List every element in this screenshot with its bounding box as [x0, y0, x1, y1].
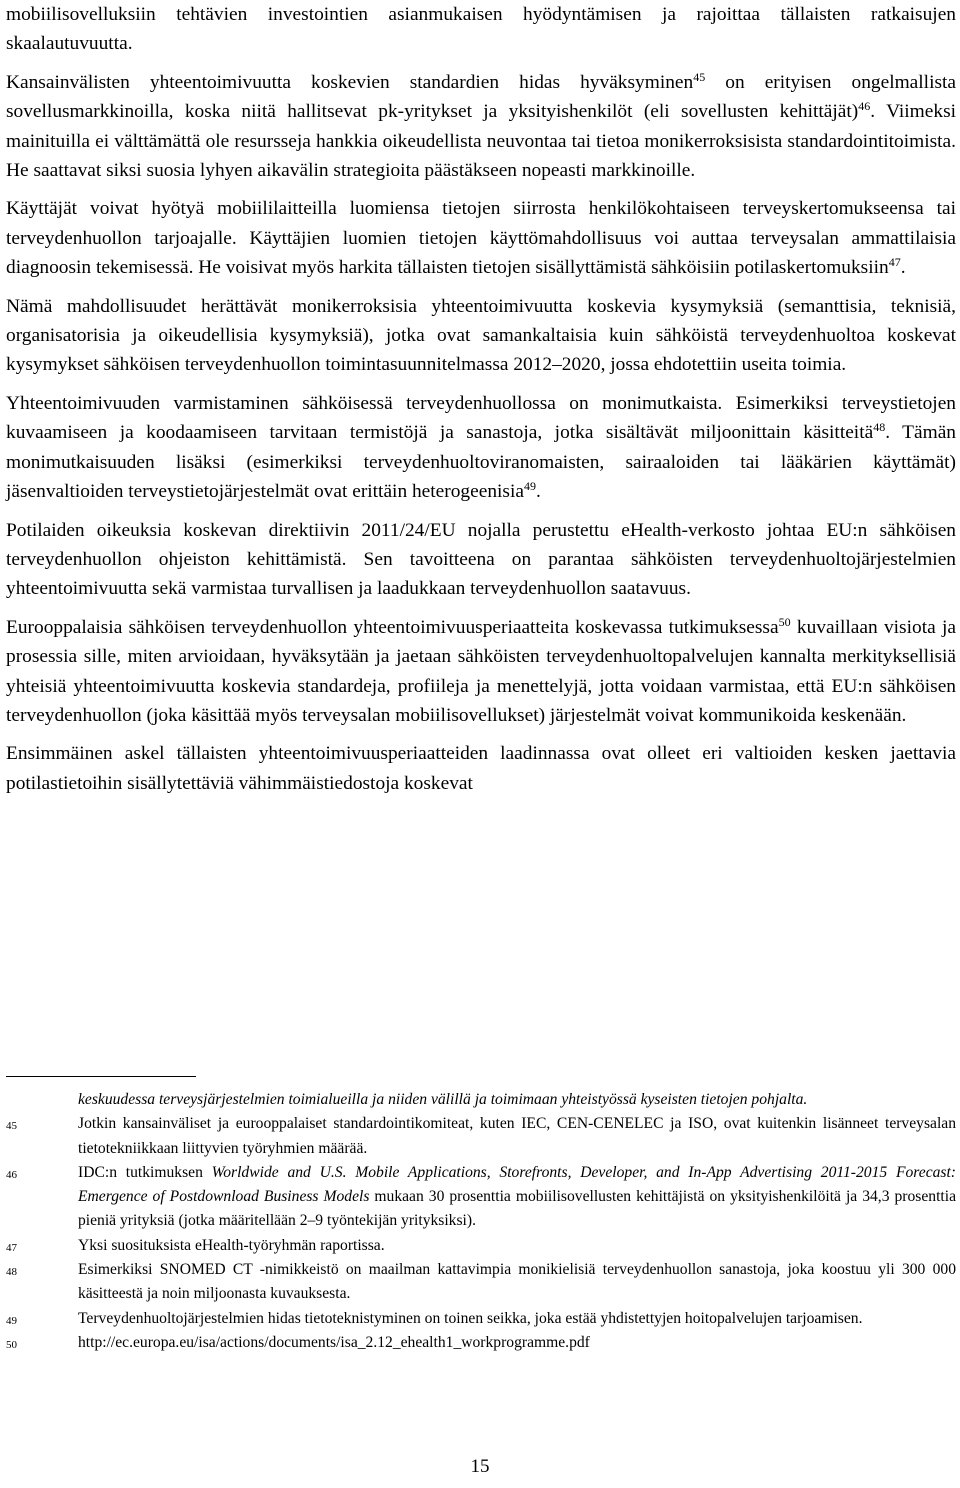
footnote-text: IDC:n tutkimuksen — [78, 1163, 212, 1181]
footnote-text: http://ec.europa.eu/isa/actions/documents/isa_2.12_ehealth1_workprogramme.pdf — [78, 1333, 590, 1351]
paragraph-text: on erityisen ongelmallista sovellusmarkkinoilla, koska niitä hallitsevat pk-yritykset ja yksityishenkilöt (eli sovellusten kehittäjät) — [6, 71, 956, 123]
paragraph-text: . — [900, 257, 906, 279]
footnote-text: Terveydenhuoltojärjestelmien hidas tietoteknistyminen on toinen seikka, joka estää yhdistettyjen hoitopalvelujen tarjoamisen. — [78, 1309, 863, 1327]
footnote-title: Worldwide and U.S. Mobile Applications, Storefronts, Developer, and In-App Advertising 2011-2015 Forecast: Emergence of Postdownload Business Models — [78, 1163, 957, 1206]
paragraph — [6, 613, 956, 731]
page-number: 15 — [470, 1456, 490, 1477]
footnote-separator — [6, 1076, 196, 1077]
footnote — [6, 1307, 956, 1331]
paragraph-text: Ensimmäinen askel tällaisten yhteentoimivuusperiaatteiden laadinnassa ovat olleet eri valtioiden kesken jaettavia potilastietoihin sisällytettäviä vähimmäistiedostoja koskevat — [6, 743, 956, 794]
paragraph-text: Yhteentoimivuuden varmistaminen sähköisessä terveydenhuollossa on monimutkaista. Esimerkiksi terveystietojen kuvaamiseen ja koodaamiseen tarvitaan termistöjä ja sanastoja, jotka sisältävät miljoonittain käsitteitä — [6, 392, 956, 444]
footnote-text: mukaan 30 prosenttia mobiilisovellusten kehittäjistä on yksityishenkilöitä ja 34,3 prosenttia pieniä yrityksiä (jotka määritellään 2–9 työntekijän yrityksiksi). — [78, 1188, 956, 1230]
footnote-number: 47 — [6, 1241, 17, 1254]
paragraph-text: mobiilisovelluksiin tehtävien investointien asianmukaisen hyödyntämisen ja rajoittaa tällaisten ratkaisujen skaalautuvuutta. — [6, 4, 956, 55]
footnote-reference[interactable]: 46 — [858, 99, 871, 114]
footnote-number: 49 — [6, 1314, 17, 1327]
paragraph-text: . — [535, 481, 541, 503]
footnote-reference[interactable]: 49 — [523, 479, 536, 494]
paragraph-text: Käyttäjät voivat hyötyä mobiililaitteilla luomiensa tietojen siirrosta henkilökohtaiseen terveyskertomukseensa tai terveydenhuollon tarjoajalle. Käyttäjien luomien tietojen käyttömahdollisuus voi auttaa terveysalan ammattilaisia diagnoosin tekemisessä. He voisivat myös harkita tällaisten tietojen sisällyttämistä sähköisiin potilaskertomuksiin — [6, 198, 956, 279]
paragraph-text: Kansainvälisten yhteentoimivuutta koskevien standardien hidas hyväksyminen — [6, 71, 694, 93]
footnote-reference[interactable]: 47 — [888, 255, 901, 270]
footnote-number: 45 — [6, 1120, 17, 1133]
paragraph-text: Eurooppalaisia sähköisen terveydenhuollon yhteentoimivuusperiaatteita koskevassa tutkimuksessa — [6, 616, 779, 638]
footnote — [6, 1112, 956, 1161]
footnote-number: 50 — [6, 1338, 17, 1351]
paragraph — [6, 389, 956, 507]
paragraph-text: Potilaiden oikeuksia koskevan direktiivin 2011/24/EU nojalla perustettu eHealth-verkosto johtaa EU:n sähköisen terveydenhuollon ohjeiston kehittämistä. Sen tavoitteena on parantaa sähköisten terveydenhuoltojärjestelmien yhteentoimivuutta sekä varmistaa turvallisen ja laadukkaan terveydenhuollon saatavuus. — [6, 519, 956, 600]
footnote — [6, 1161, 957, 1234]
paragraph-text: kuvaillaan visiota ja prosessia sille, miten arvioidaan, hyväksytään ja jaetaan sähköisten terveydenhuoltopalvelujen kannalta merkityksellisiä yhteisiä yhteentoimivuutta koskevia standardeja, profiileja ja menettelyjä, jotta voidaan varmistaa, että EU:n sähköisen terveydenhuollon (joka käsittää myös terveysalan mobiilisovellukset) järjestelmät voivat kommunikoida keskenään. — [6, 616, 956, 726]
paragraph — [6, 292, 956, 380]
footnote-number: 48 — [6, 1266, 17, 1279]
paragraph-text: . Tämän monimutkaisuuden lisäksi (esimerkiksi terveydenhuoltoviranomaisten, sairaaloiden tai lääkärien käyttämät) jäsenvaltioiden terveystietojärjestelmät ovat erittäin heterogeenisia — [6, 422, 957, 503]
footnote — [6, 1331, 956, 1355]
footnote-reference[interactable]: 48 — [873, 420, 886, 435]
footnote-text: Esimerkiksi SNOMED CT -nimikkeistö on maailman kattavimpia monikielisiä terveydenhuollon sanastoja, joka koostuu yli 300 000 käsitteestä ja noin miljoonasta kuvauksesta. — [78, 1261, 956, 1303]
footnote-text: Jotkin kansainväliset ja eurooppalaiset standardointikomiteat, kuten IEC, CEN-CENELEC ja ISO, ovat kuitenkin lisänneet terveysalan tietotekniikkaan liittyvien työryhmien määrää. — [78, 1115, 956, 1157]
paragraph — [6, 0, 956, 59]
footnote-text: Yksi suosituksista eHealth-työryhmän raportissa. — [78, 1236, 385, 1254]
paragraph-text: . Viimeksi mainituilla ei välttämättä ole resursseja hankkia oikeudellista neuvontaa tai tietoa monikerroksisista standardointitoimista. He saattavat siksi suosia lyhyen aikavälin strategioita päästäkseen nopeasti markkinoille. — [6, 101, 957, 182]
paragraph-text: Nämä mahdollisuudet herättävät monikerroksisia yhteentoimivuutta koskevia kysymyksiä (semanttisia, teknisiä, organisatorisia ja oikeudellisia kysymyksiä), jotka ovat samankaltaisia kuin sähköistä terveydenhuoltoa koskevat kysymykset sähköisen terveydenhuollon toimintasuunnitelmassa 2012–2020, jossa ehdotettiin useita toimia. — [6, 295, 956, 376]
footnote-number: 46 — [6, 1168, 17, 1181]
paragraph — [6, 516, 956, 604]
paragraph — [6, 194, 956, 282]
footnote-reference[interactable]: 50 — [778, 614, 791, 629]
body-text — [6, 0, 956, 807]
footnote-reference[interactable]: 45 — [693, 69, 706, 84]
footnote-continuation: keskuudessa terveysjärjestelmien toimialueilla ja niiden välillä ja toimimaan yhteistyössä kyseisten tietojen pohjalta. — [78, 1091, 808, 1108]
footnote — [6, 1258, 956, 1307]
footnotes — [6, 1088, 956, 1355]
footnote — [6, 1234, 956, 1258]
paragraph — [6, 68, 956, 186]
paragraph — [6, 739, 956, 798]
